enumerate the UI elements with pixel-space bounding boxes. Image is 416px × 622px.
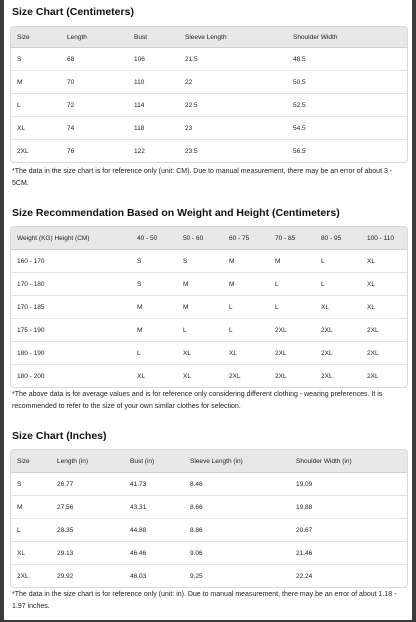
table-cell: 180 - 190 [11,342,131,365]
table-cell: 26.77 [51,473,124,496]
size-guide-page [4,0,412,620]
table-cell: M [131,296,177,319]
table-cell: XL [361,296,407,319]
table-cell: 50.5 [287,71,407,94]
table-cell: 27.56 [51,496,124,519]
size-recommendation-title: Size Recommendation Based on Weight and Height (Centimeters) [12,207,340,219]
table-row [11,342,407,365]
table-cell: M [11,71,61,94]
table-cell: 9.25 [190,572,203,580]
table-cell: 21.5 [179,48,287,71]
table-cell: M [177,273,223,296]
table-cell: S [11,473,51,496]
table-cell: 106 [128,48,179,71]
column-header: Weight (KG) Height (CM) [11,227,131,250]
table-cell: 19.09 [290,473,407,496]
column-header: 100 - 110 [361,227,407,250]
table-row [11,519,407,542]
size-recommendation-note: *The above data is for average values and is for reference only considering different clothing - wearing preferences. It is recommended to refer to the size of your own similar clothes for selection. [12,391,383,410]
table-cell: 23 [179,117,287,140]
table-cell: 8.46 [184,473,290,496]
table-cell: L [177,319,223,342]
table-row [11,140,407,162]
table-cell: 44.88 [124,519,184,542]
table-cell: 28.35 [51,519,124,542]
column-header: Bust (in) [124,450,184,473]
column-header: 50 - 60 [177,227,223,250]
table-cell: 2XL [17,572,29,580]
table-cell: L [11,94,61,117]
table-cell: 76 [67,147,75,155]
table-cell: 2XL [315,319,361,342]
table-cell: 110 [128,71,179,94]
table-cell: 48.03 [130,572,147,580]
table-cell: XL [137,372,145,380]
table-row [11,565,407,587]
column-header: 40 - 50 [131,227,177,250]
table-cell: L [131,342,177,365]
table-cell: L [223,319,269,342]
table-cell: 170 - 180 [11,273,131,296]
size-chart-cm-table [10,26,408,163]
table-cell: 2XL [229,372,241,380]
column-header: 60 - 75 [223,227,269,250]
table-cell: L [315,273,361,296]
table-cell: 118 [128,117,179,140]
table-cell: 21.46 [290,542,407,565]
table-row [11,117,407,140]
table-cell: 9.06 [184,542,290,565]
table-cell: 8.86 [184,519,290,542]
table-cell: 2XL [269,342,315,365]
table-cell: L [269,273,315,296]
column-header: 80 - 95 [315,227,361,250]
column-header: Shoulder Width [287,27,407,48]
table-cell: M [269,250,315,273]
column-header: Bust [128,27,179,48]
table-cell: 23.5 [185,147,198,155]
table-cell: XL [223,342,269,365]
table-cell: 114 [128,94,179,117]
table-cell: 2XL [275,372,287,380]
table-cell: 29.13 [51,542,124,565]
table-cell: L [315,250,361,273]
table-cell: XL [11,117,61,140]
size-chart-inches-table [10,449,408,588]
table-cell: 8.66 [184,496,290,519]
column-header: Shoulder Width (in) [290,450,407,473]
table-row [11,296,407,319]
table-row [11,496,407,519]
table-cell: XL [315,296,361,319]
table-header-row [11,450,407,473]
table-cell: XL [361,273,407,296]
table-cell: 74 [61,117,128,140]
table-row [11,273,407,296]
column-header: Length (in) [51,450,124,473]
table-cell: 19.88 [290,496,407,519]
table-row [11,365,407,387]
table-header-row [11,27,407,48]
table-cell: 22.5 [179,94,287,117]
table-cell: 122 [134,147,145,155]
table-cell: M [11,496,51,519]
table-header-row [11,227,407,250]
table-cell: 41.73 [124,473,184,496]
size-chart-inches-title: Size Chart (Inches) [12,430,107,442]
column-header: 70 - 85 [269,227,315,250]
table-cell: 2XL [367,372,379,380]
table-cell: 46.46 [124,542,184,565]
table-cell: M [223,273,269,296]
column-header: Sleeve Length (in) [184,450,290,473]
table-cell: M [177,296,223,319]
table-cell: 68 [61,48,128,71]
table-cell: 2XL [17,147,29,155]
table-cell: M [223,250,269,273]
table-cell: S [177,250,223,273]
table-row [11,48,407,71]
table-cell: 2XL [315,342,361,365]
size-chart-inches-note: *The data in the size chart is for reference only (unit: in). Due to manual measurement, there may be an error of about 1.18 - 1.97 inches. [12,591,397,610]
table-cell: 2XL [269,319,315,342]
table-row [11,71,407,94]
column-header: Size [11,450,51,473]
table-cell: L [11,519,51,542]
table-cell: 22.24 [296,572,313,580]
table-cell: XL [361,250,407,273]
column-header: Sleeve Length [179,27,287,48]
column-header: Length [61,27,128,48]
table-cell: L [269,296,315,319]
size-chart-cm-title: Size Chart (Centimeters) [12,6,134,18]
table-row [11,250,407,273]
table-cell: 48.5 [287,48,407,71]
table-row [11,473,407,496]
table-cell: 70 [61,71,128,94]
table-cell: 56.5 [293,147,306,155]
table-cell: 2XL [361,342,407,365]
table-cell: M [131,319,177,342]
table-row [11,542,407,565]
table-cell: 52.5 [287,94,407,117]
table-cell: 2XL [361,319,407,342]
table-cell: 160 - 170 [11,250,131,273]
table-cell: S [11,48,61,71]
table-cell: 22 [179,71,287,94]
table-cell: 54.5 [287,117,407,140]
table-cell: 170 - 185 [11,296,131,319]
table-cell: 180 - 200 [17,372,45,380]
table-cell: XL [183,372,191,380]
table-cell: 175 - 190 [11,319,131,342]
table-cell: 20.67 [290,519,407,542]
size-chart-cm-note: *The data in the size chart is for reference only (unit: CM). Due to manual measurement, there may be an error of about 3 - 5CM. [12,168,393,187]
table-cell: XL [11,542,51,565]
table-cell: L [223,296,269,319]
table-row [11,319,407,342]
table-cell: XL [177,342,223,365]
table-row [11,94,407,117]
table-cell: S [131,250,177,273]
table-cell: 29.92 [57,572,74,580]
column-header: Size [11,27,61,48]
table-cell: 43.31 [124,496,184,519]
table-cell: S [131,273,177,296]
table-cell: 72 [61,94,128,117]
table-cell: 2XL [321,372,333,380]
size-recommendation-table [10,226,408,388]
